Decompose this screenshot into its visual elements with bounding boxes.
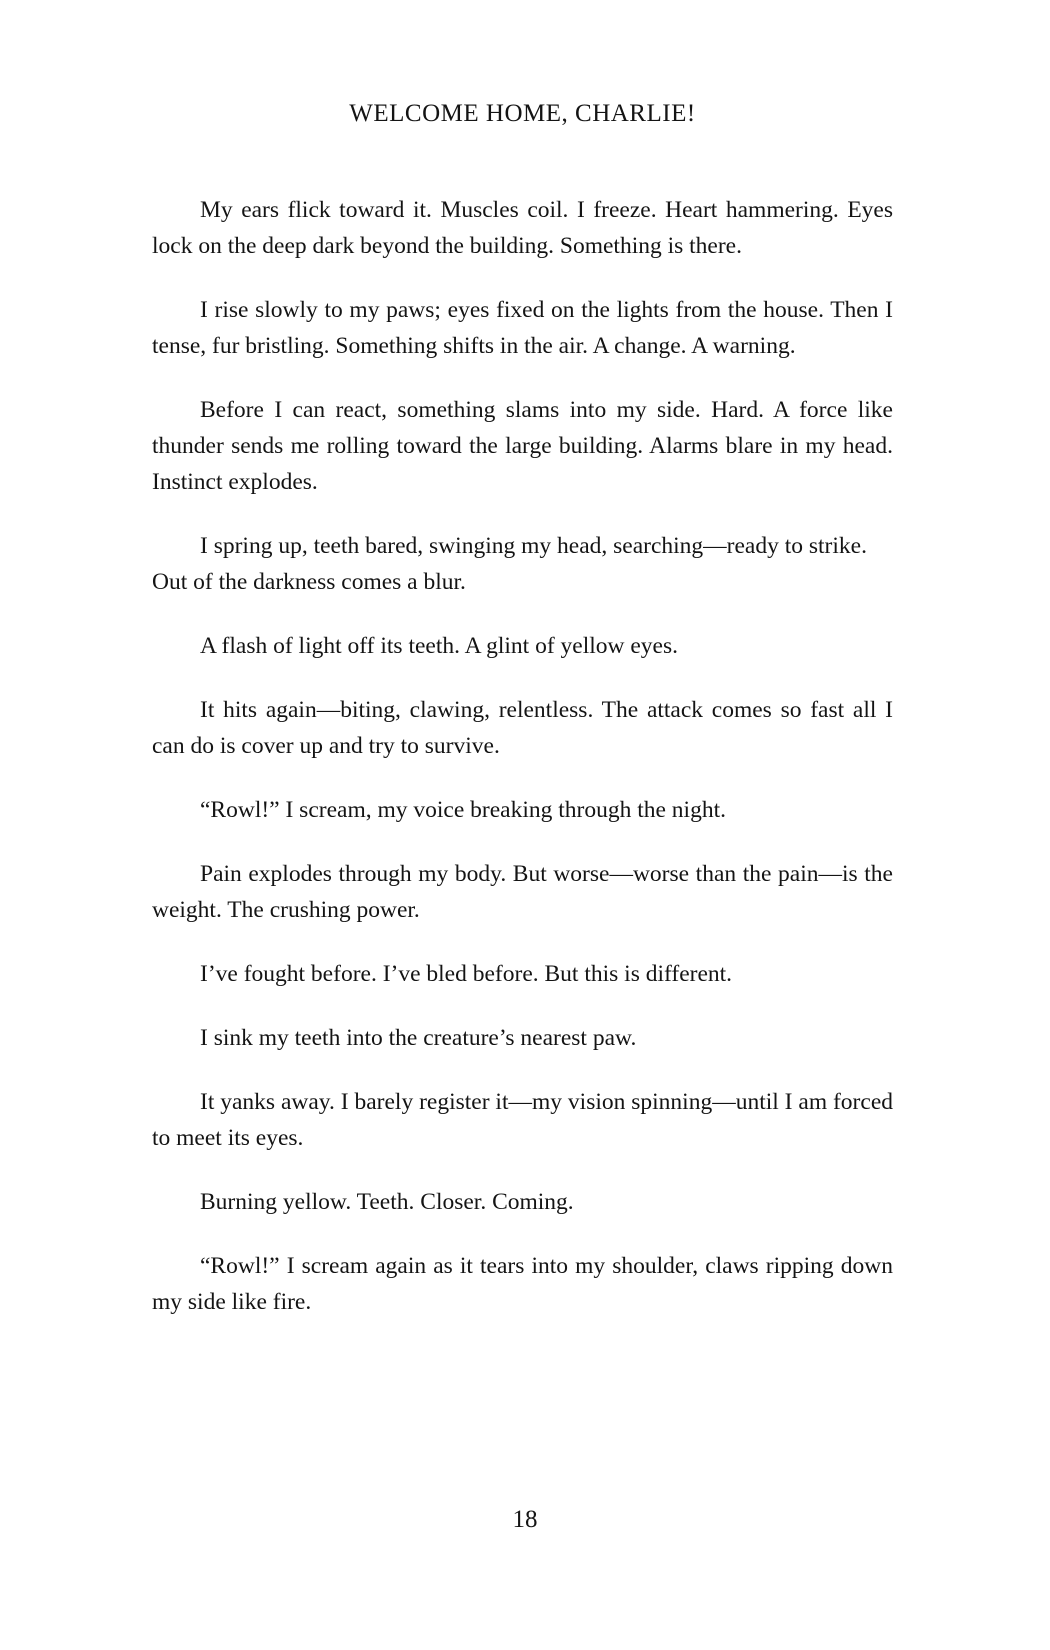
paragraph: I sink my teeth into the creature’s nearest paw. (200, 1025, 637, 1051)
paragraph: Out of the darkness comes a blur. (152, 569, 466, 595)
chapter-header: WELCOME HOME, CHARLIE! (349, 100, 696, 127)
paragraph: My ears flick toward it. Muscles coil. I freeze. Heart hammering. Eyes lock on the deep dark beyond the building. Something is there. (152, 197, 893, 259)
paragraph: It hits again—biting, clawing, relentless. The attack comes so fast all I can do is cover up and try to survive. (152, 697, 893, 759)
paragraph: I’ve fought before. I’ve bled before. But this is different. (200, 961, 733, 987)
body-text (152, 192, 893, 1320)
paragraph: “Rowl!” I scream again as it tears into my shoulder, claws ripping down my side like fire. (152, 1253, 893, 1315)
paragraph: I rise slowly to my paws; eyes fixed on the lights from the house. Then I tense, fur bristling. Something shifts in the air. A change. A warning. (152, 297, 893, 359)
paragraph: Burning yellow. Teeth. Closer. Coming. (200, 1189, 574, 1215)
page-number: 18 (512, 1506, 538, 1533)
paragraph: A flash of light off its teeth. A glint of yellow eyes. (200, 633, 678, 659)
paragraph: Pain explodes through my body. But worse—worse than the pain—is the weight. The crushing power. (152, 861, 893, 923)
paragraph: I spring up, teeth bared, swinging my head, searching—ready to strike. (200, 533, 867, 559)
paragraph: It yanks away. I barely register it—my vision spinning—until I am forced to meet its eyes. (152, 1089, 893, 1151)
paragraph: “Rowl!” I scream, my voice breaking through the night. (200, 797, 726, 823)
paragraph: Before I can react, something slams into my side. Hard. A force like thunder sends me rolling toward the large building. Alarms blare in my head. Instinct explodes. (152, 397, 893, 495)
